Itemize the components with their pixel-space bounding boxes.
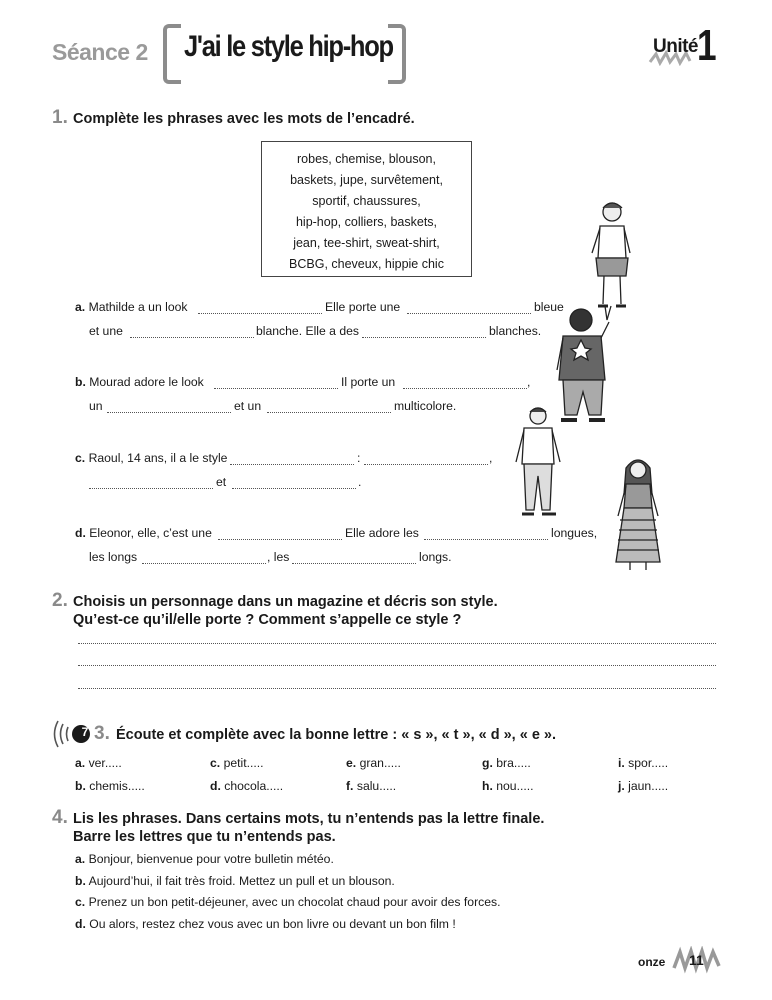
- text: et une: [89, 324, 123, 338]
- page-title: J'ai le style hip-hop: [184, 30, 393, 63]
- page-number-word: onze: [638, 955, 666, 969]
- item-word: bra.....: [496, 756, 531, 770]
- text: un: [89, 399, 103, 413]
- list-item: [482, 756, 531, 770]
- list-item: [618, 779, 668, 793]
- word-box-line: BCBG, cheveux, hippie chic: [289, 257, 444, 271]
- exercise-2-line2: Qu’est-ce qu’il/elle porte ? Comment s’appelle ce style ?: [73, 612, 462, 628]
- ex4-sentence: [75, 895, 501, 909]
- exercise-4-number: 4.: [52, 807, 68, 828]
- text: longues,: [551, 526, 598, 540]
- blank-field[interactable]: [107, 412, 231, 413]
- item-letter: f.: [346, 779, 354, 793]
- item-letter: d.: [210, 779, 221, 793]
- item-word: salu.....: [356, 779, 397, 793]
- ex1-c-line1: [75, 451, 227, 465]
- item-letter: h.: [482, 779, 493, 793]
- item-letter: i.: [618, 756, 625, 770]
- title-bracket-left: [163, 24, 181, 84]
- ex1-d-line1: [75, 526, 212, 540]
- list-item: [346, 779, 396, 793]
- item-letter: b.: [75, 375, 86, 389]
- sentence-text: Aujourd’hui, il fait très froid. Mettez un pull et un blouson.: [88, 874, 395, 888]
- text: ,: [527, 375, 531, 389]
- word-box-line: sportif, chaussures,: [312, 194, 421, 208]
- page-number: 11: [689, 952, 704, 968]
- list-item: [210, 756, 264, 770]
- blank-field[interactable]: [424, 539, 548, 540]
- blank-field[interactable]: [218, 539, 342, 540]
- ex1-b-line1: [75, 375, 204, 389]
- blank-field[interactable]: [130, 337, 254, 338]
- text: Raoul, 14 ans, il a le style: [88, 451, 228, 465]
- unit-label: Unité: [653, 36, 698, 57]
- item-letter: a.: [75, 852, 86, 866]
- text: Mourad adore le look: [89, 375, 204, 389]
- item-word: gran.....: [359, 756, 401, 770]
- item-word: jaun.....: [628, 779, 669, 793]
- list-item: [482, 779, 534, 793]
- list-item: [210, 779, 283, 793]
- blank-field[interactable]: [403, 388, 527, 389]
- text: Elle adore les: [345, 526, 419, 540]
- blank-field[interactable]: [89, 488, 213, 489]
- blank-field[interactable]: [198, 313, 322, 314]
- list-item: [75, 779, 145, 793]
- item-word: petit.....: [223, 756, 264, 770]
- list-item: [346, 756, 401, 770]
- item-letter: j.: [618, 779, 625, 793]
- text: longs.: [419, 550, 452, 564]
- word-box-line: robes, chemise, blouson,: [297, 152, 436, 166]
- blank-field[interactable]: [232, 488, 356, 489]
- text: et un: [234, 399, 262, 413]
- text: :: [357, 451, 361, 465]
- ex4-sentence: [75, 917, 456, 931]
- writing-line[interactable]: [78, 688, 716, 689]
- text: , les: [267, 550, 290, 564]
- text: Il porte un: [341, 375, 396, 389]
- list-item: [618, 756, 668, 770]
- blank-field[interactable]: [362, 337, 486, 338]
- text: blanche. Elle a des: [256, 324, 359, 338]
- text: .: [358, 475, 362, 489]
- word-box: [261, 141, 472, 277]
- girl-hippie-illustration: [610, 454, 666, 578]
- item-word: chemis.....: [89, 779, 145, 793]
- item-letter: c.: [210, 756, 221, 770]
- exercise-4-line2: Barre les lettres que tu n’entends pas.: [73, 829, 336, 845]
- item-word: nou.....: [496, 779, 534, 793]
- girl-skirt-illustration: [580, 198, 636, 316]
- word-box-line: baskets, jupe, survêtement,: [290, 173, 443, 187]
- word-box-line: jean, tee-shirt, sweat-shirt,: [293, 236, 440, 250]
- item-letter: c.: [75, 451, 86, 465]
- ex4-sentence: [75, 852, 334, 866]
- text: Elle porte une: [325, 300, 401, 314]
- item-word: ver.....: [88, 756, 122, 770]
- item-letter: a.: [75, 756, 86, 770]
- exercise-3-instruction: Écoute et complète avec la bonne lettre : « s », « t », « d », « e ».: [116, 727, 557, 743]
- item-letter: b.: [75, 874, 86, 888]
- text: Mathilde a un look: [88, 300, 188, 314]
- item-letter: b.: [75, 779, 86, 793]
- item-letter: a.: [75, 300, 86, 314]
- seance-label: Séance 2: [52, 39, 148, 65]
- blank-field[interactable]: [364, 464, 488, 465]
- writing-line[interactable]: [78, 643, 716, 644]
- ex4-sentence: [75, 874, 395, 888]
- text: blanches.: [489, 324, 542, 338]
- text: et: [216, 475, 227, 489]
- text: bleue: [534, 300, 564, 314]
- word-box-line: hip-hop, colliers, baskets,: [295, 215, 438, 229]
- item-word: spor.....: [628, 756, 669, 770]
- item-letter: e.: [346, 756, 357, 770]
- list-item: [75, 756, 122, 770]
- blank-field[interactable]: [267, 412, 391, 413]
- text: Eleonor, elle, c’est une: [89, 526, 212, 540]
- item-letter: d.: [75, 526, 86, 540]
- item-letter: g.: [482, 756, 493, 770]
- boy-sporty-illustration: [510, 404, 566, 522]
- blank-field[interactable]: [407, 313, 531, 314]
- item-letter: d.: [75, 917, 86, 931]
- unit-number: 1: [697, 21, 717, 70]
- writing-line[interactable]: [78, 665, 716, 666]
- sentence-text: Prenez un bon petit-déjeuner, avec un chocolat chaud pour avoir des forces.: [88, 895, 501, 909]
- blank-field[interactable]: [214, 388, 338, 389]
- text: ,: [489, 451, 493, 465]
- audio-track-number: 7: [81, 725, 89, 739]
- exercise-2-number: 2.: [52, 590, 68, 611]
- blank-field[interactable]: [292, 563, 416, 564]
- text: multicolore.: [394, 399, 457, 413]
- blank-field[interactable]: [230, 464, 354, 465]
- blank-field[interactable]: [142, 563, 266, 564]
- ex1-a-line1: [75, 300, 187, 314]
- exercise-4-line1: Lis les phrases. Dans certains mots, tu n’entends pas la lettre finale.: [73, 811, 545, 827]
- title-bracket-right: [388, 24, 406, 84]
- item-letter: c.: [75, 895, 86, 909]
- exercise-2-line1: Choisis un personnage dans un magazine et décris son style.: [73, 594, 498, 610]
- exercise-1-instruction: Complète les phrases avec les mots de l’encadré.: [73, 111, 415, 127]
- text: les longs: [89, 550, 138, 564]
- exercise-1-number: 1.: [52, 107, 68, 128]
- exercise-3-number: 3.: [94, 723, 110, 744]
- sentence-text: Bonjour, bienvenue pour votre bulletin météo.: [88, 852, 334, 866]
- item-word: chocola.....: [224, 779, 284, 793]
- sentence-text: Ou alors, restez chez vous avec un bon livre ou devant un bon film !: [89, 917, 456, 931]
